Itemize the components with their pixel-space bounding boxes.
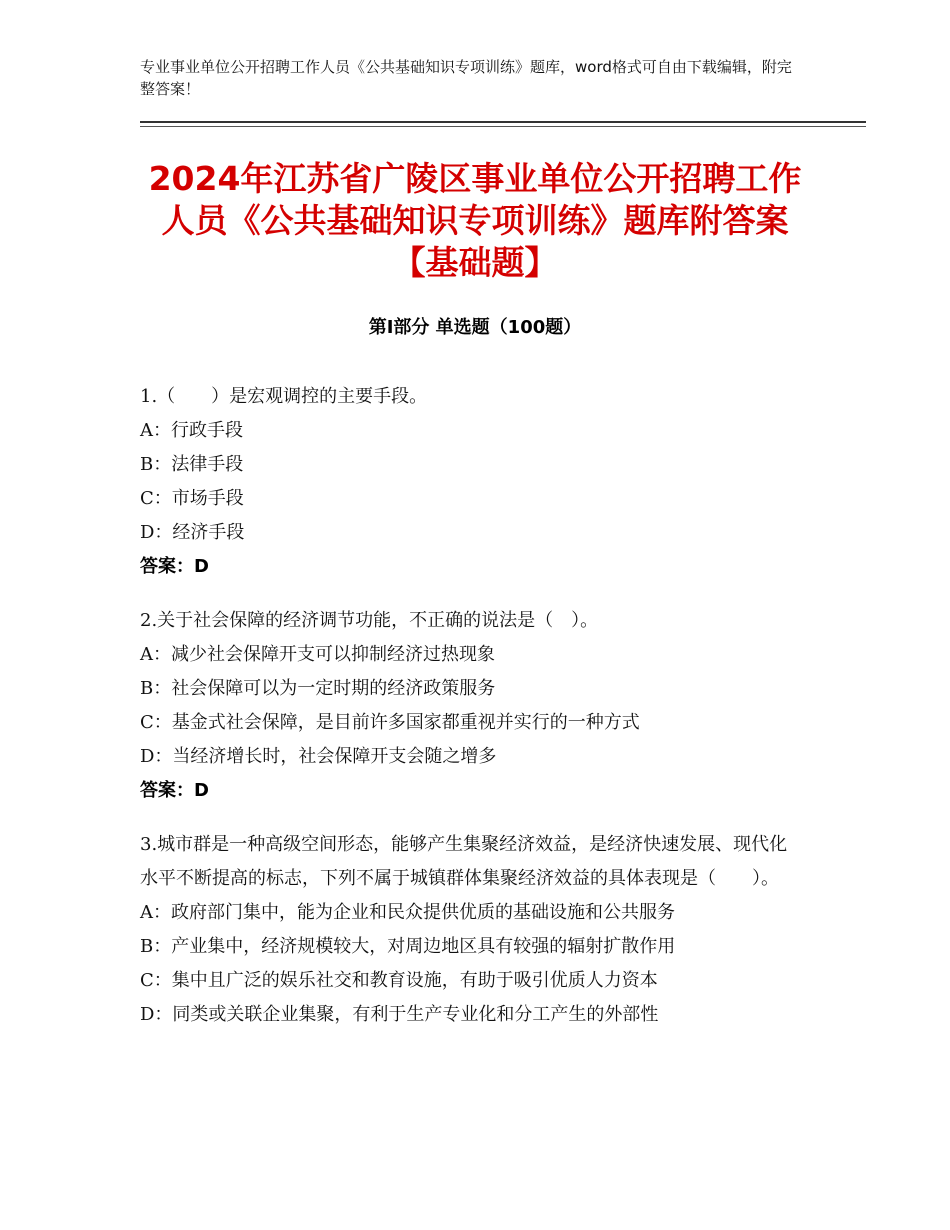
option-c: C：市场手段: [140, 488, 244, 509]
divider-thin-line: [140, 126, 866, 127]
answer-line: 答案：D: [140, 780, 209, 801]
question-2: [140, 604, 805, 808]
option-a: A：行政手段: [140, 420, 243, 441]
answer-line: 答案：D: [140, 556, 209, 577]
question-3: [140, 828, 805, 1032]
option-b: B：产业集中，经济规模较大，对周边地区具有较强的辐射扩散作用: [140, 936, 676, 957]
option-b: B：法律手段: [140, 454, 244, 475]
header-divider: [140, 121, 866, 129]
question-list: [140, 380, 805, 1052]
option-d: D：经济手段: [140, 522, 245, 543]
option-b: B：社会保障可以为一定时期的经济政策服务: [140, 678, 496, 699]
question-1: [140, 380, 805, 584]
option-a: A：减少社会保障开支可以抑制经济过热现象: [140, 644, 495, 665]
question-stem: 1.（ ）是宏观调控的主要手段。: [140, 386, 428, 407]
header-note: 专业事业单位公开招聘工作人员《公共基础知识专项训练》题库，word格式可自由下载编辑，附完整答案！: [140, 58, 792, 98]
divider-thick-line: [140, 121, 866, 123]
option-d: D：同类或关联企业集聚，有利于生产专业化和分工产生的外部性: [140, 1004, 659, 1025]
option-c: C：基金式社会保障，是目前许多国家都重视并实行的一种方式: [140, 712, 640, 733]
question-stem: 2.关于社会保障的经济调节功能，不正确的说法是（ ）。: [140, 610, 599, 631]
option-d: D：当经济增长时，社会保障开支会随之增多: [140, 746, 497, 767]
option-c: C：集中且广泛的娱乐社交和教育设施，有助于吸引优质人力资本: [140, 970, 658, 991]
section-title: 第I部分 单选题（100题）: [368, 317, 582, 338]
document-title: 2024年江苏省广陵区事业单位公开招聘工作人员《公共基础知识专项训练》题库附答案【基础题】: [148, 159, 802, 282]
option-a: A：政府部门集中，能为企业和民众提供优质的基础设施和公共服务: [140, 902, 675, 923]
question-stem: 3.城市群是一种高级空间形态，能够产生集聚经济效益，是经济快速发展、现代化水平不断提高的标志，下列不属于城镇群体集聚经济效益的具体表现是（ ）。: [140, 834, 788, 889]
